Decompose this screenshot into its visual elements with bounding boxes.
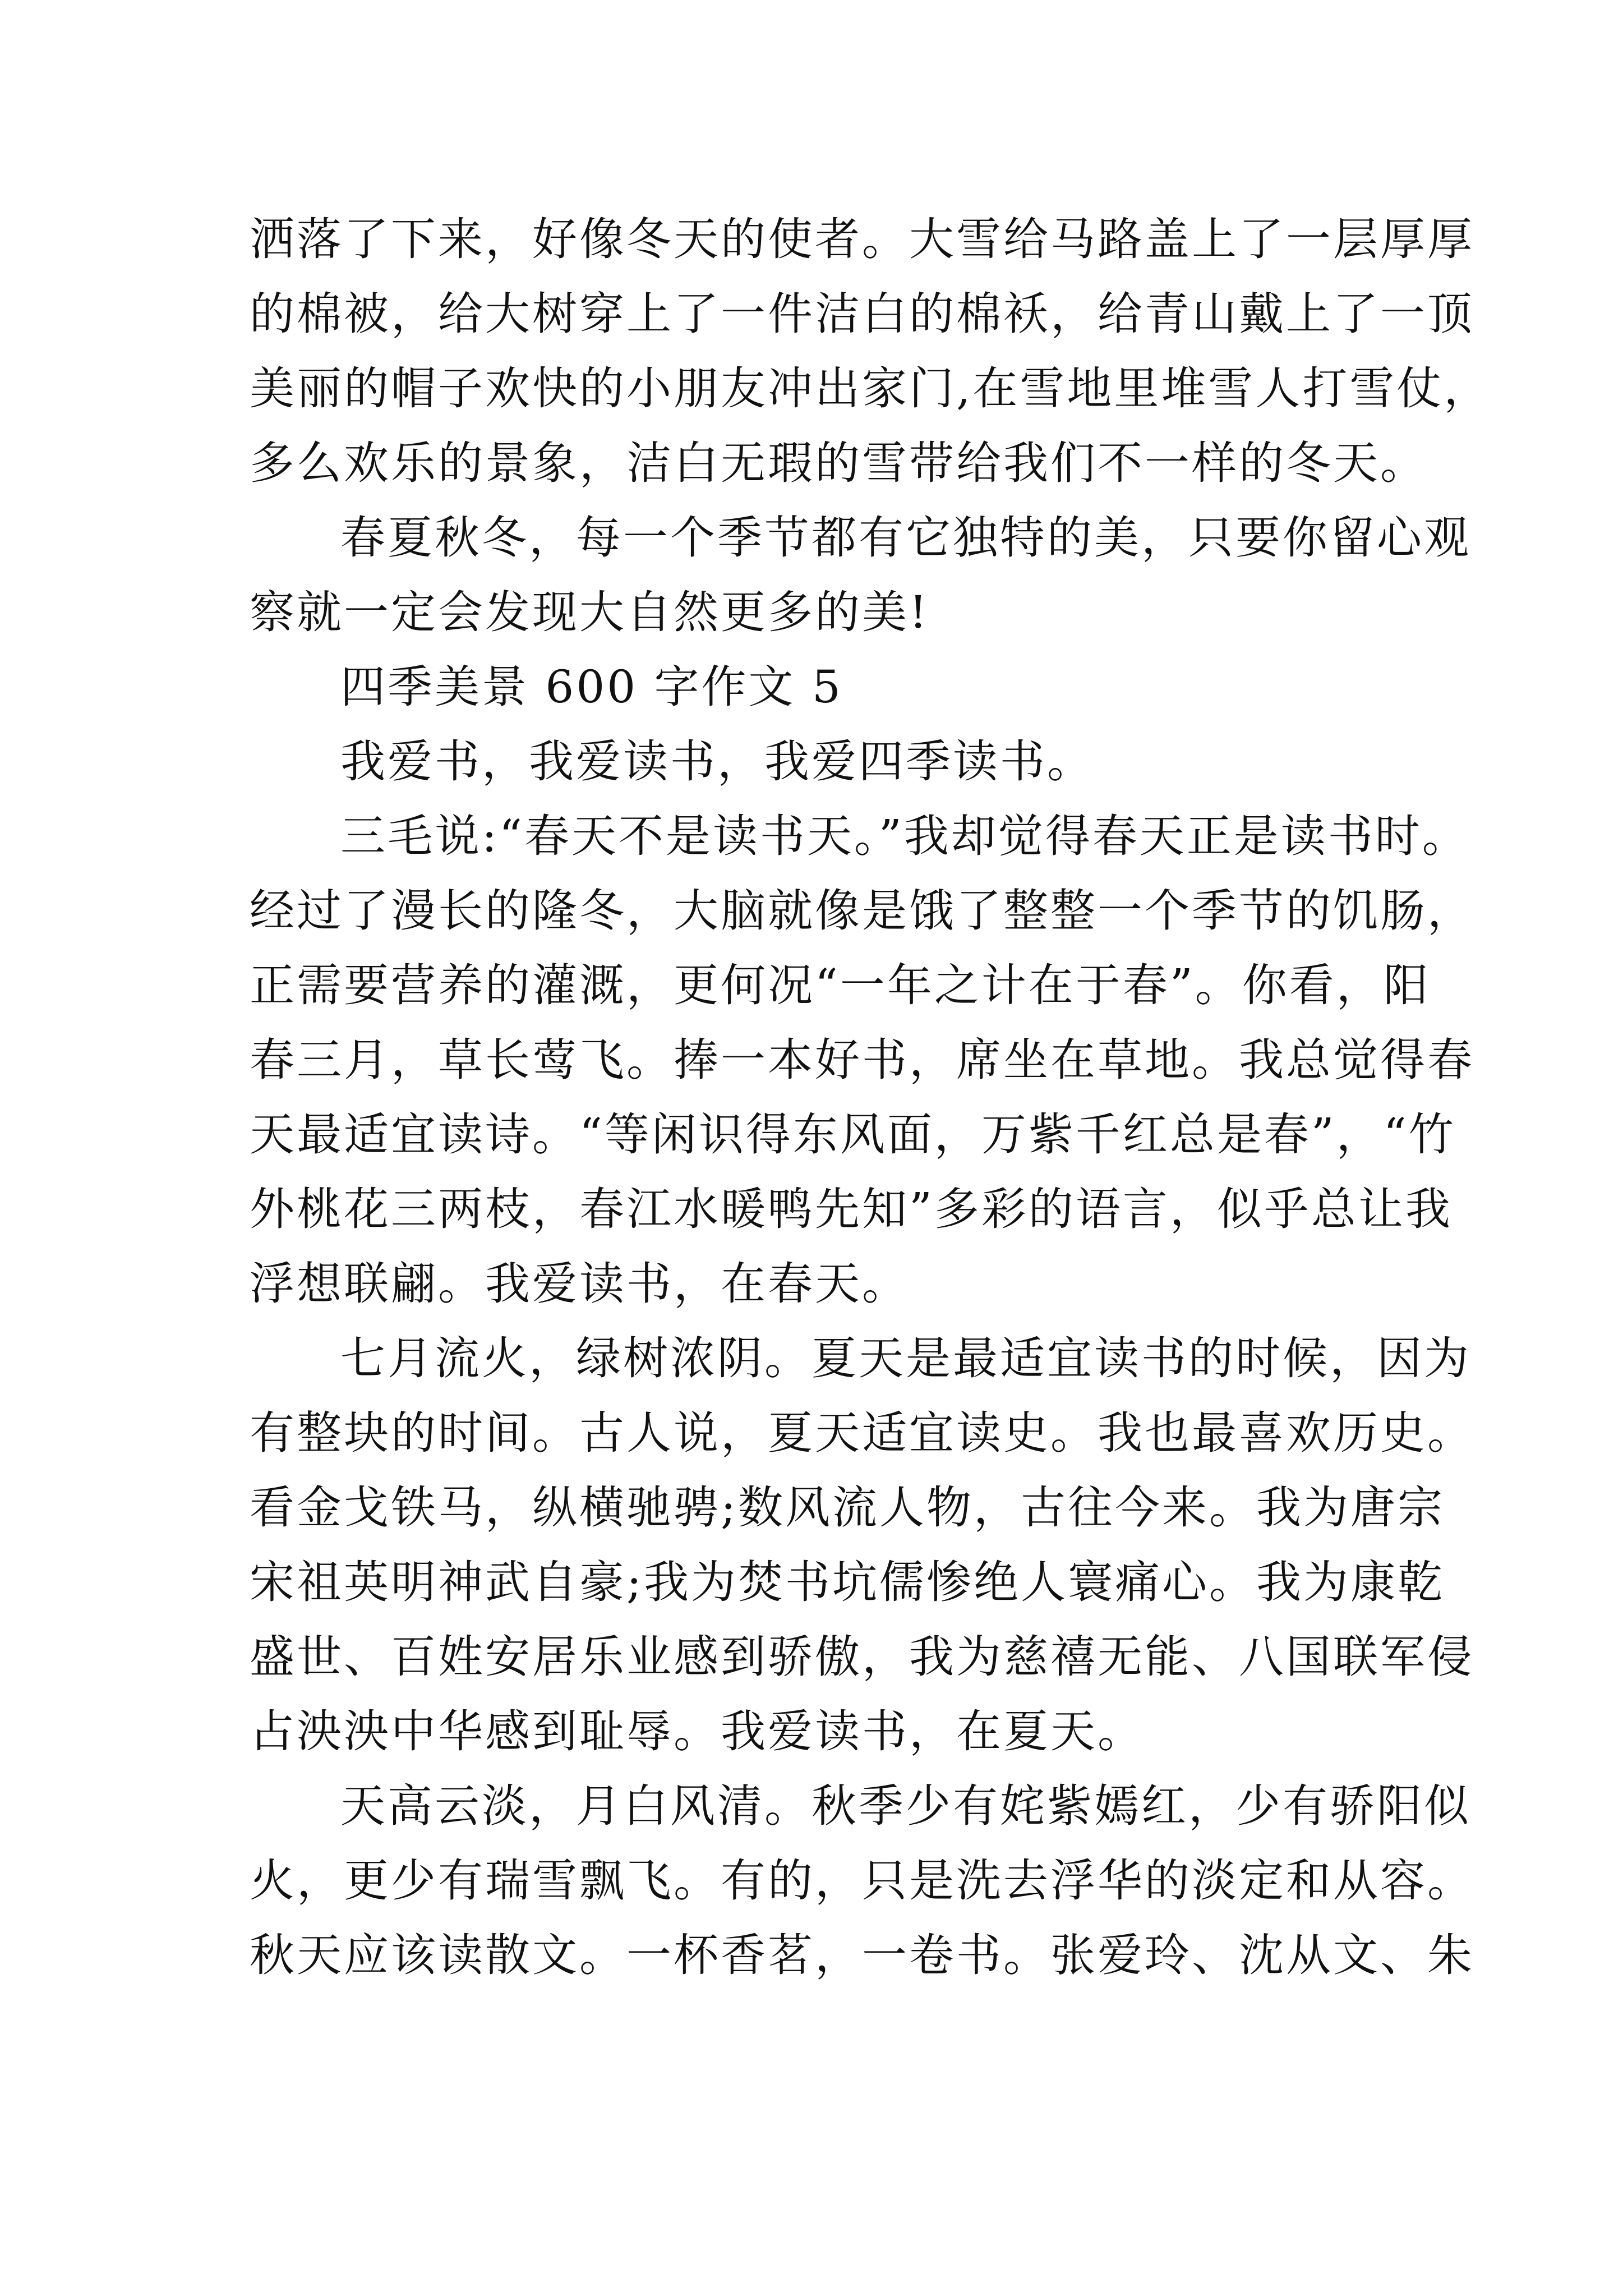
paragraph-first-line: 七月流火，绿树浓阴。夏天是最适宜读书的时候，因为 (340, 1332, 1471, 1384)
section-heading: 四季美景 600 字作文 5 (340, 661, 843, 713)
text-line: 正需要营养的灌溉，更何况“一年之计在于春”。你看，阳 (250, 959, 1431, 1011)
text-line: 洒落了下来，好像冬天的使者。大雪给马路盖上了一层厚厚 (250, 213, 1474, 265)
body-text (250, 202, 1491, 1993)
text-line: 火，更少有瑞雪飘飞。有的，只是洗去浮华的淡定和从容。 (250, 1855, 1474, 1907)
text-line: 外桃花三两枝，春江水暖鸭先知”多彩的语言，似乎总让我 (250, 1183, 1453, 1235)
text-line: 宋祖英明神武自豪;我为焚书坑儒惨绝人寰痛心。我为康乾 (250, 1556, 1445, 1608)
paragraph-first-line: 三毛说:“春天不是读书天。”我却觉得春天正是读书时。 (340, 810, 1469, 862)
text-line: 有整块的时间。古人说，夏天适宜读史。我也最喜欢历史。 (250, 1407, 1474, 1459)
paragraph-first-line: 天高云淡，月白风清。秋季少有姹紫嫣红，少有骄阳似 (340, 1780, 1471, 1832)
text-line: 浮想联翩。我爱读书，在春天。 (250, 1258, 909, 1310)
text-line: 占泱泱中华感到耻辱。我爱读书，在夏天。 (250, 1705, 1145, 1757)
paragraph-first-line: 我爱书，我爱读书，我爱四季读书。 (340, 735, 1094, 788)
text-line: 察就一定会发现大自然更多的美! (250, 586, 930, 638)
text-line: 美丽的帽子欢快的小朋友冲出家门,在雪地里堆雪人打雪仗， (250, 362, 1491, 415)
text-line: 春三月，草长莺飞。捧一本好书，席坐在草地。我总觉得春 (250, 1034, 1474, 1086)
paragraph-first-line: 春夏秋冬，每一个季节都有它独特的美，只要你留心观 (340, 512, 1471, 564)
text-line: 秋天应该读散文。一杯香茗，一卷书。张爱玲、沈从文、朱 (250, 1929, 1474, 1981)
text-line: 盛世、百姓安居乐业感到骄傲，我为慈禧无能、八国联军侵 (250, 1631, 1474, 1683)
text-line: 多么欢乐的景象，洁白无瑕的雪带给我们不一样的冬天。 (250, 437, 1427, 489)
text-line: 经过了漫长的隆冬，大脑就像是饿了整整一个季节的饥肠， (250, 885, 1474, 937)
text-line: 天最适宜读诗。“等闲识得东风面，万紫千红总是春”，“竹 (250, 1108, 1456, 1161)
text-line: 的棉被，给大树穿上了一件洁白的棉袄，给青山戴上了一顶 (250, 288, 1474, 340)
text-line: 看金戈铁马，纵横驰骋;数风流人物，古往今来。我为唐宗 (250, 1481, 1445, 1534)
